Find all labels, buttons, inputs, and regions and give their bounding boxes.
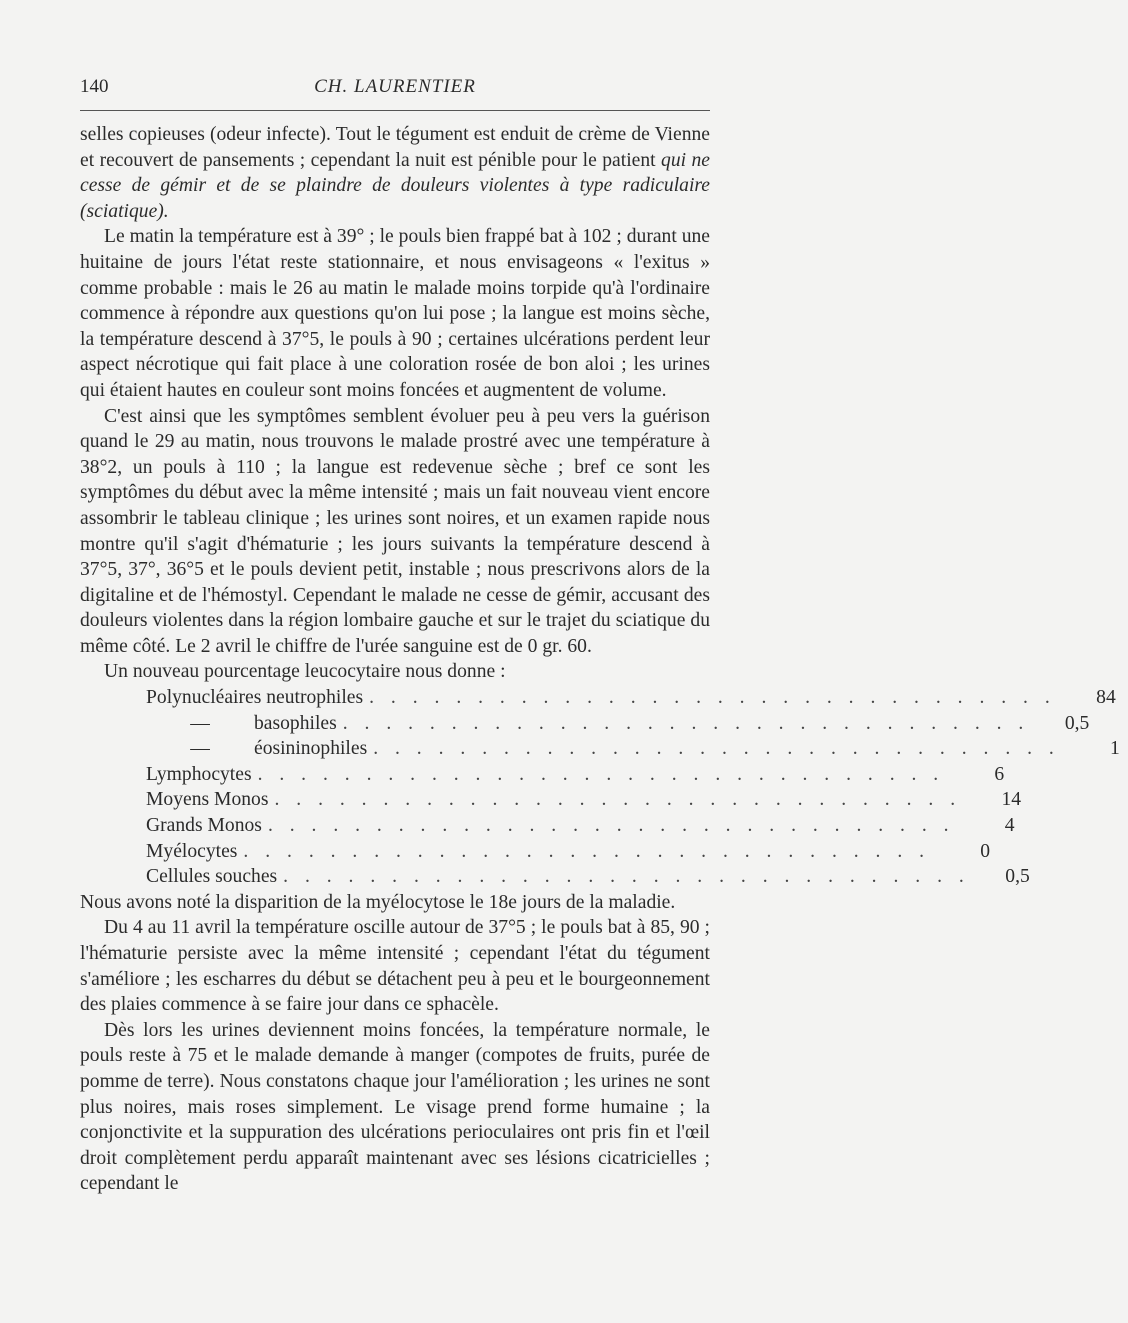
leader-dots: . . . . . . . . . . . . . . . . . . . . . . . . . . . . . . . . bbox=[283, 866, 970, 888]
row-label-group bbox=[146, 736, 367, 762]
leader-dots: . . . . . . . . . . . . . . . . . . . . . . . . . . . . . . . . bbox=[257, 763, 945, 785]
row-label: éosininophiles bbox=[254, 738, 368, 760]
paragraph-1 bbox=[80, 122, 710, 224]
paragraph-5: Nous avons noté la disparition de la myélocytose le 18e jours de la maladie. bbox=[80, 891, 676, 913]
table-row bbox=[80, 736, 1120, 762]
row-label: basophiles bbox=[254, 712, 337, 734]
leucocyte-table bbox=[80, 685, 1120, 890]
table-row bbox=[80, 839, 991, 865]
running-title: CH. LAURENTIER bbox=[314, 76, 476, 97]
row-value: 6 bbox=[994, 763, 1005, 785]
leader-dots: . . . . . . . . . . . . . . . . . . . . . . . . . . . . . . . . bbox=[373, 738, 1060, 760]
ditto-dash: — bbox=[190, 738, 210, 760]
paragraph-2: Le matin la température est à 39° ; le pouls bien frappé bat à 102 ; durant une huitaine de jours l'état reste stationnaire, et nous envisageons « l'exitus » comme probable : mais le 26 au matin le malade moins torpide qu'à l'ordinaire commence à répondre aux questions qu'on lui pose ; la langue est moins sèche, la température descend à 37°5, le pouls à 90 ; certaines ulcérations perdent leur aspect nécrotique qui fait place à une coloration rosée de bon aloi ; les urines qui étaient hautes en couleur sont moins foncées et augmentent de volume. bbox=[80, 226, 710, 401]
row-value: 4 bbox=[1004, 815, 1015, 837]
table-row bbox=[80, 711, 1090, 737]
row-label: Moyens Monos bbox=[146, 789, 269, 811]
row-value: 0,5 bbox=[1005, 866, 1030, 888]
paragraph-4: Un nouveau pourcentage leucocytaire nous donne : bbox=[104, 661, 506, 683]
body-text bbox=[80, 122, 1120, 1197]
row-label: Lymphocytes bbox=[146, 763, 252, 785]
row-label: Grands Monos bbox=[146, 815, 262, 837]
leader-dots: . . . . . . . . . . . . . . . . . . . . . . . . . . . . . . . . bbox=[369, 687, 1056, 709]
ditto-dash: — bbox=[190, 712, 210, 734]
paragraph-1-text: selles copieuses (odeur infecte). Tout le tégument est enduit de crème de Vienne et recouvert de pansements ; cependant la nuit est pénible pour le patient bbox=[80, 124, 710, 171]
leader-dots: . . . . . . . . . . . . . . . . . . . . . . . . . . . . . . . . bbox=[243, 840, 931, 862]
table-row bbox=[80, 787, 1022, 813]
page-number: 140 bbox=[80, 76, 109, 97]
row-label: Cellules souches bbox=[146, 866, 278, 888]
leader-dots: . . . . . . . . . . . . . . . . . . . . . . . . . . . . . . . . bbox=[267, 815, 955, 837]
table-row bbox=[80, 685, 1116, 711]
row-label: Myélocytes bbox=[146, 840, 238, 862]
table-row bbox=[80, 813, 1015, 839]
paragraph-1-italic: qui ne cesse de gémir et de se plaindre de douleurs violentes à type radiculaire (sciatique). bbox=[80, 149, 711, 222]
row-value: 0,5 bbox=[1064, 712, 1090, 734]
table-row bbox=[80, 864, 1030, 890]
row-value: 1 bbox=[1110, 738, 1120, 760]
row-label: Polynucléaires neutrophiles bbox=[146, 687, 364, 709]
row-value: 0 bbox=[980, 840, 991, 862]
header-rule bbox=[80, 110, 710, 111]
row-value: 84 bbox=[1096, 687, 1116, 709]
paragraph-7: Dès lors les urines deviennent moins foncées, la température normale, le pouls reste à 75 et le malade demande à manger (compotes de fruits, purée de pomme de terre). Nous constatons chaque jour l'amélioration ; les urines ne sont plus noires, mais roses simplement. Le visage prend forme humaine ; la conjonctivite et la suppuration des ulcérations perioculaires ont pris fin et l'œil droit complètement perdu apparaît maintenant avec ses lésions cicatricielles ; cependant le bbox=[80, 1019, 710, 1195]
table-row bbox=[80, 762, 1005, 788]
page-header bbox=[80, 76, 710, 102]
row-value: 14 bbox=[1001, 789, 1022, 811]
paragraph-6: Du 4 au 11 avril la température oscille autour de 37°5 ; le pouls bat à 85, 90 ; l'hématurie persiste avec la même intensité ; cependant l'état du tégument s'améliore ; les escharres du début se détachent peu à peu et le bourgeonnement des plaies commence à se faire jour dans ce sphacèle. bbox=[80, 917, 710, 1016]
paragraph-3: C'est ainsi que les symptômes semblent évoluer peu à peu vers la guérison quand le 29 au matin, nous trouvons le malade prostré avec une température à 38°2, un pouls à 110 ; la langue est redevenue sèche ; bref ce sont les symptômes du début avec la même intensité ; mais un fait nouveau vient encore assombrir le tableau clinique ; les urines sont noires, et un examen rapide nous montre qu'il s'agit d'hématurie ; les jours suivants la température descend à 37°5, 37°, 36°5 et le pouls devient petit, instable ; nous prescrivons alors de la digitaline et de l'hémostyl. Cependant le malade ne cesse de gémir, accusant des douleurs violentes dans la région lombaire gauche et sur le trajet du sciatique du même côté. Le 2 avril le chiffre de l'urée sanguine est de 0 gr. 60. bbox=[80, 405, 710, 657]
row-label-group bbox=[146, 711, 337, 737]
leader-dots: . . . . . . . . . . . . . . . . . . . . . . . . . . . . . . . . bbox=[274, 789, 962, 811]
leader-dots: . . . . . . . . . . . . . . . . . . . . . . . . . . . . . . . . bbox=[342, 712, 1030, 734]
